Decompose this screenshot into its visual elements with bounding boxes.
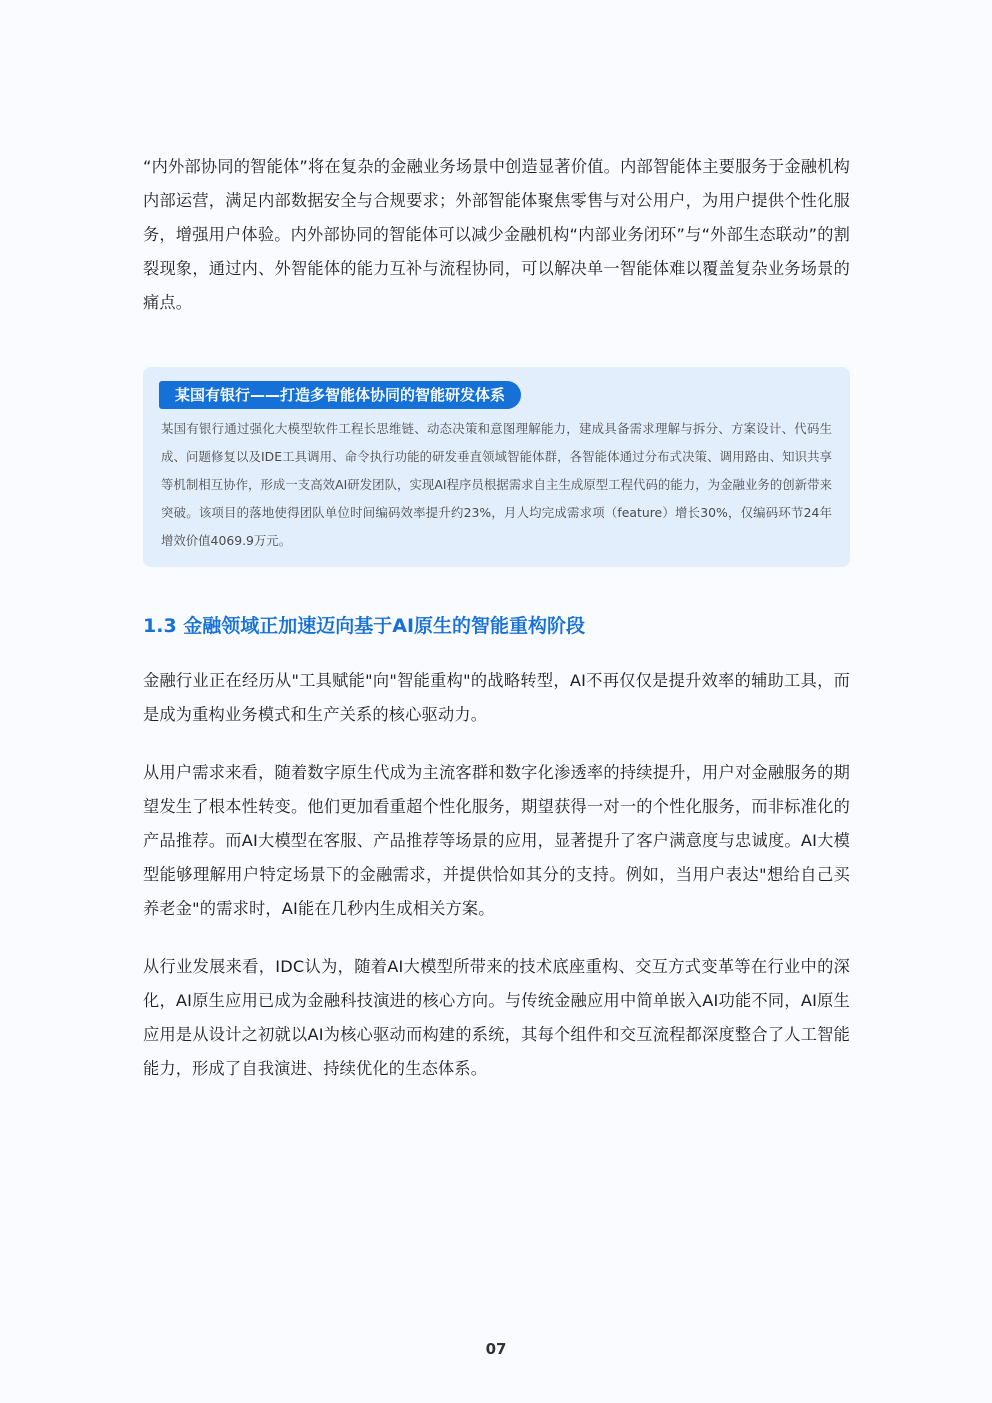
case-study-body: 某国有银行通过强化大模型软件工程长思维链、动态决策和意图理解能力，建成具备需求理解与拆分、方案设计、代码生成、问题修复以及IDE工具调用、命令执行功能的研发垂直领域智能体群，各智能体通过分布式决策、调用路由、知识共享等机制相互协作，形成一支高效AI研发团队，实现AI程序员根据需求自主生成原型工程代码的能力，为金融业务的创新带来突破。该项目的落地使得团队单位时间编码效率提升约23%，月人均完成需求项（feature）增长30%，仅编码环节24年增效价值4069.9万元。 — [161, 421, 832, 548]
section-paragraph-2: 从用户需求来看，随着数字原生代成为主流客群和数字化渗透率的持续提升，用户对金融服务的期望发生了根本性转变。他们更加看重超个性化服务，期望获得一对一的个性化服务，而非标准化的产品推荐。而AI大模型在客服、产品推荐等场景的应用，显著提升了客户满意度与忠诚度。AI大模型能够理解用户特定场景下的金融需求，并提供恰如其分的支持。例如，当用户表达"想给自己买养老金"的需求时，AI能在几秒内生成相关方案。 — [143, 763, 850, 918]
page-number: 07 — [485, 1340, 507, 1358]
section-paragraph-1: 金融行业正在经历从"工具赋能"向"智能重构"的战略转型，AI不再仅仅是提升效率的辅助工具，而是成为重构业务模式和生产关系的核心驱动力。 — [143, 671, 850, 724]
section-title: 1.3 金融领域正加速迈向基于AI原生的智能重构阶段 — [143, 615, 586, 637]
case-study-title: 某国有银行——打造多智能体协同的智能研发体系 — [159, 381, 521, 409]
section-paragraph-3: 从行业发展来看，IDC认为，随着AI大模型所带来的技术底座重构、交互方式变革等在行业中的深化，AI原生应用已成为金融科技演进的核心方向。与传统金融应用中简单嵌入AI功能不同，AI原生应用是从设计之初就以AI为核心驱动而构建的系统，其每个组件和交互流程都深度整合了人工智能能力，形成了自我演进、持续优化的生态体系。 — [143, 957, 850, 1078]
page-content — [143, 150, 850, 1110]
case-study-box — [143, 367, 850, 567]
intro-paragraph: “内外部协同的智能体”将在复杂的金融业务场景中创造显著价值。内部智能体主要服务于金融机构内部运营，满足内部数据安全与合规要求；外部智能体聚焦零售与对公用户，为用户提供个性化服务，增强用户体验。内外部协同的智能体可以减少金融机构“内部业务闭环”与“外部生态联动”的割裂现象，通过内、外智能体的能力互补与流程协同，可以解决单一智能体难以覆盖复杂业务场景的痛点。 — [143, 157, 850, 312]
